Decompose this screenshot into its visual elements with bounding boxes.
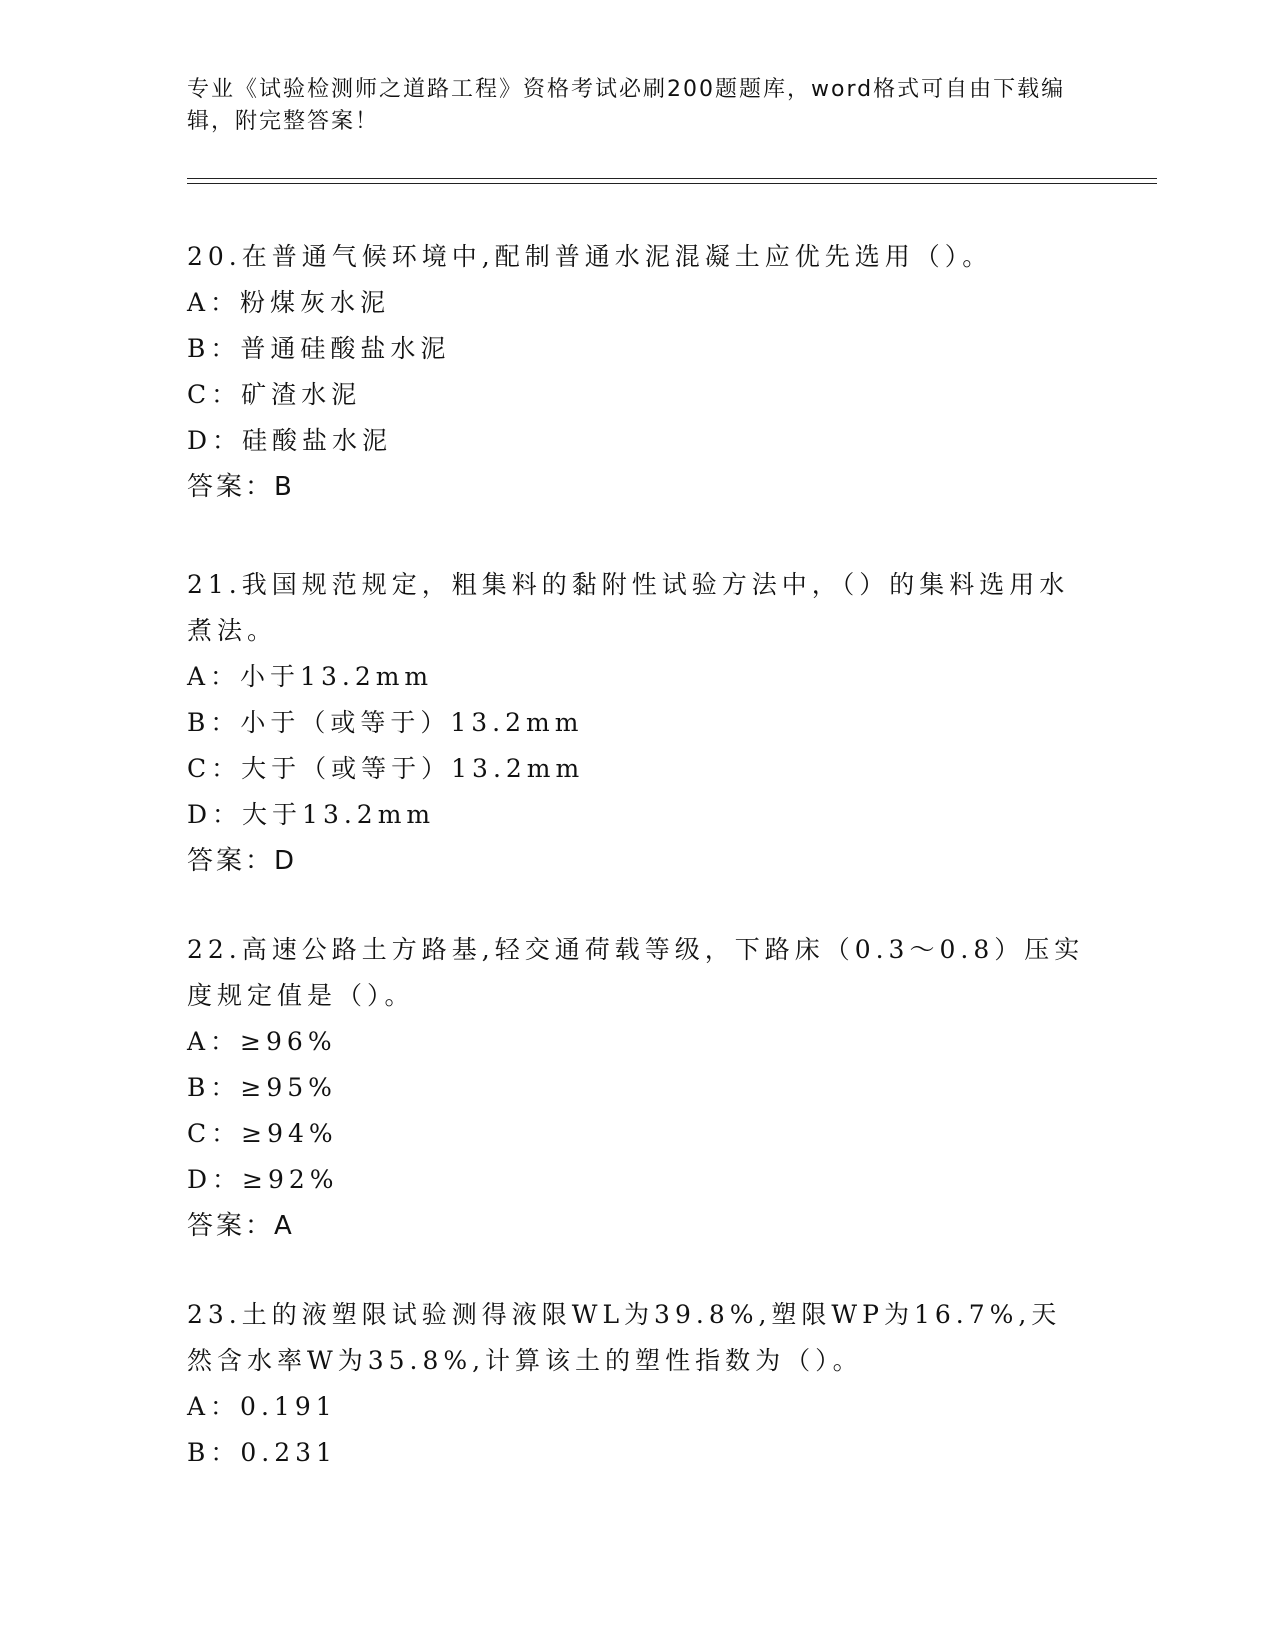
option-a: A：小于13.2mm xyxy=(187,662,434,691)
question-stem: 23.土的液塑限试验测得液限WL为39.8%,塑限WP为16.7%,天然含水率W为35.8%,计算该土的塑性指数为（）。 xyxy=(187,1300,1062,1375)
question-23 xyxy=(187,1292,1087,1476)
option-b: B：小于（或等于）13.2mm xyxy=(187,708,584,737)
option-b: B：0.231 xyxy=(187,1438,337,1467)
question-stem: 21.我国规范规定，粗集料的黏附性试验方法中，（）的集料选用水煮法。 xyxy=(187,570,1070,645)
option-b: B：≥95% xyxy=(187,1073,337,1102)
option-a: A：0.191 xyxy=(187,1392,337,1421)
option-a: A：粉煤灰水泥 xyxy=(187,288,391,317)
answer: 答案：D xyxy=(187,846,298,876)
option-c: C：≥94% xyxy=(187,1119,338,1148)
option-d: D：≥92% xyxy=(187,1165,339,1194)
answer: 答案：A xyxy=(187,1211,295,1241)
question-20 xyxy=(187,234,1087,510)
option-c: C：矿渣水泥 xyxy=(187,380,362,409)
question-stem: 22.高速公路土方路基,轻交通荷载等级，下路床（0.3～0.8）压实度规定值是（）。 xyxy=(187,935,1085,1010)
answer: 答案：B xyxy=(187,472,295,502)
option-a: A：≥96% xyxy=(187,1027,337,1056)
header-divider-bottom xyxy=(187,183,1157,184)
option-d: D：大于13.2mm xyxy=(187,800,436,829)
option-d: D：硅酸盐水泥 xyxy=(187,426,393,455)
document-header: 专业《试验检测师之道路工程》资格考试必刷200题题库，word格式可自由下载编辑，附完整答案！ xyxy=(187,77,1066,134)
header-divider-top xyxy=(187,178,1157,179)
question-21 xyxy=(187,562,1087,884)
question-stem: 20.在普通气候环境中,配制普通水泥混凝土应优先选用（）。 xyxy=(187,242,993,271)
question-22 xyxy=(187,927,1087,1249)
option-c: C：大于（或等于）13.2mm xyxy=(187,754,585,783)
option-b: B：普通硅酸盐水泥 xyxy=(187,334,451,363)
